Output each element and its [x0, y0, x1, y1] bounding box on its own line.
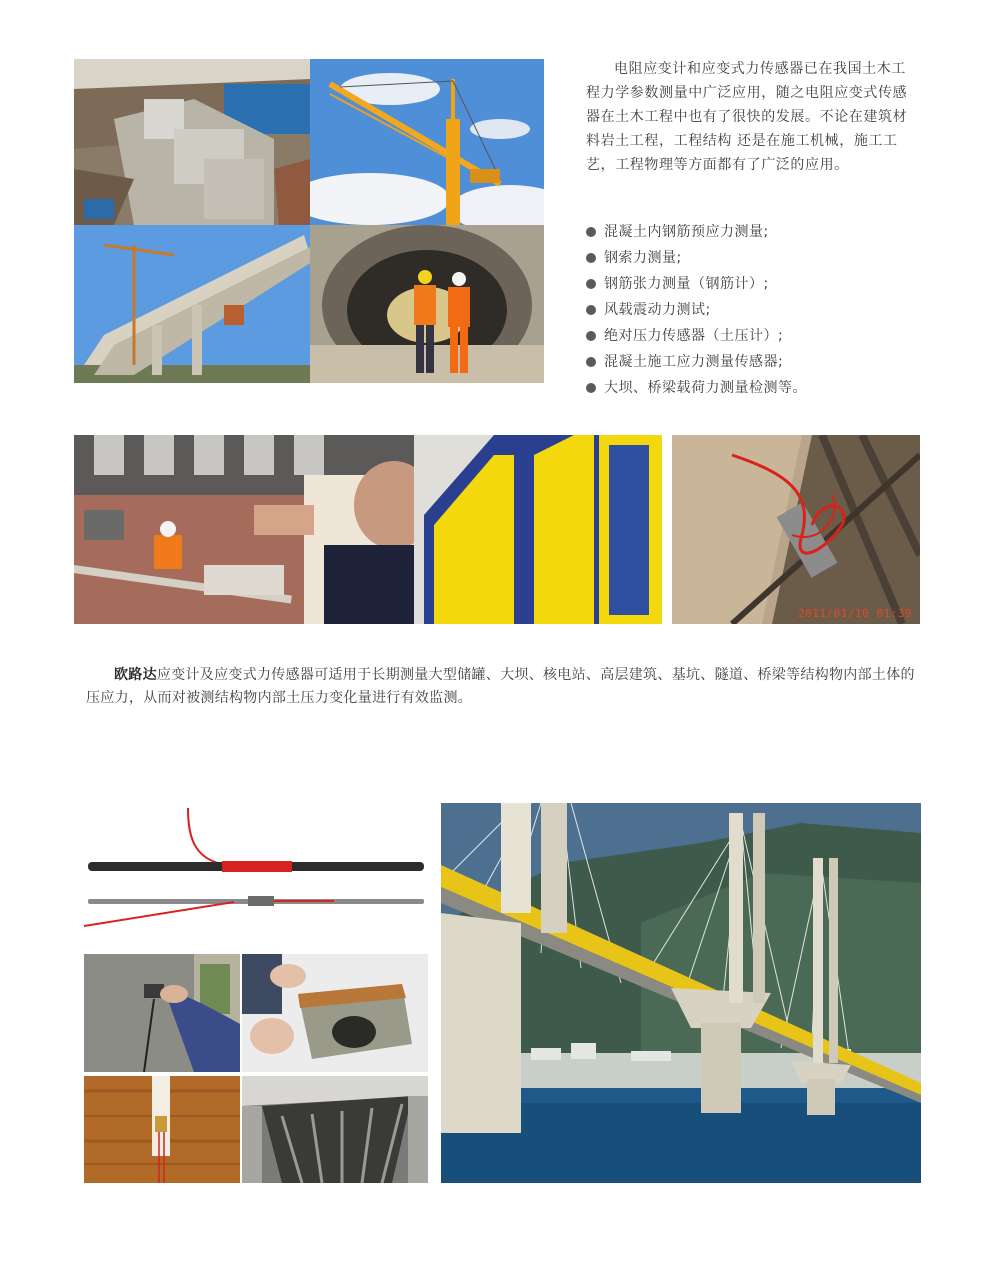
- bullet-icon: [586, 253, 596, 263]
- applications-list: [586, 219, 807, 401]
- description-text: 应变计及应变式力传感器可适用于长期测量大型储罐、大坝、核电站、高层建筑、基坑、隧道、桥梁等结构物内部土体的压应力，从而对被测结构物内部土压力变化量进行有效监测。: [86, 667, 915, 706]
- bullet-icon: [586, 227, 596, 237]
- strain-gauge-closeup-photo: [672, 435, 920, 624]
- bridge-underside-photo: [242, 1076, 428, 1183]
- concrete-block-sensor-photo: [242, 954, 428, 1072]
- technician-installation-photo: [74, 435, 662, 624]
- cable-stayed-bridge-photo: [441, 803, 921, 1183]
- rebar-strain-gauge-photo: [84, 808, 428, 950]
- bullet-icon: [586, 383, 596, 393]
- list-item: 混凝土内钢筋预应力测量;: [586, 219, 807, 245]
- list-item: 钢索力测量;: [586, 245, 807, 271]
- construction-site-photo: [74, 59, 310, 225]
- tower-crane-photo: [310, 59, 544, 225]
- description-paragraph: [86, 664, 922, 710]
- photo-timestamp: 2011/01/10 01:39: [798, 607, 912, 620]
- list-item: 混凝土施工应力测量传感器;: [586, 349, 807, 375]
- list-item: 大坝、桥梁载荷力测量检测等。: [586, 375, 807, 401]
- bullet-icon: [586, 279, 596, 289]
- wood-surface-gauge-photo: [84, 1076, 240, 1183]
- bullet-icon: [586, 357, 596, 367]
- wall-installation-photo: [84, 954, 240, 1072]
- bridge-construction-photo: [74, 225, 310, 383]
- tunnel-workers-photo: [310, 225, 544, 383]
- brand-name: 欧路达: [114, 667, 157, 683]
- list-item: 钢筋张力测量（钢筋计）;: [586, 271, 807, 297]
- bullet-icon: [586, 305, 596, 315]
- list-item: 绝对压力传感器（土压计）;: [586, 323, 807, 349]
- list-item: 风载震动力测试;: [586, 297, 807, 323]
- intro-paragraph: 电阻应变计和应变式力传感器已在我国土木工程力学参数测量中广泛应用，随之电阻应变式传感器在土木工程中也有了很快的发展。不论在建筑材料岩土工程，工程结构 还是在施工机械，施工工艺，工程物理等方面都有了广泛的应用。: [586, 61, 908, 173]
- bullet-icon: [586, 331, 596, 341]
